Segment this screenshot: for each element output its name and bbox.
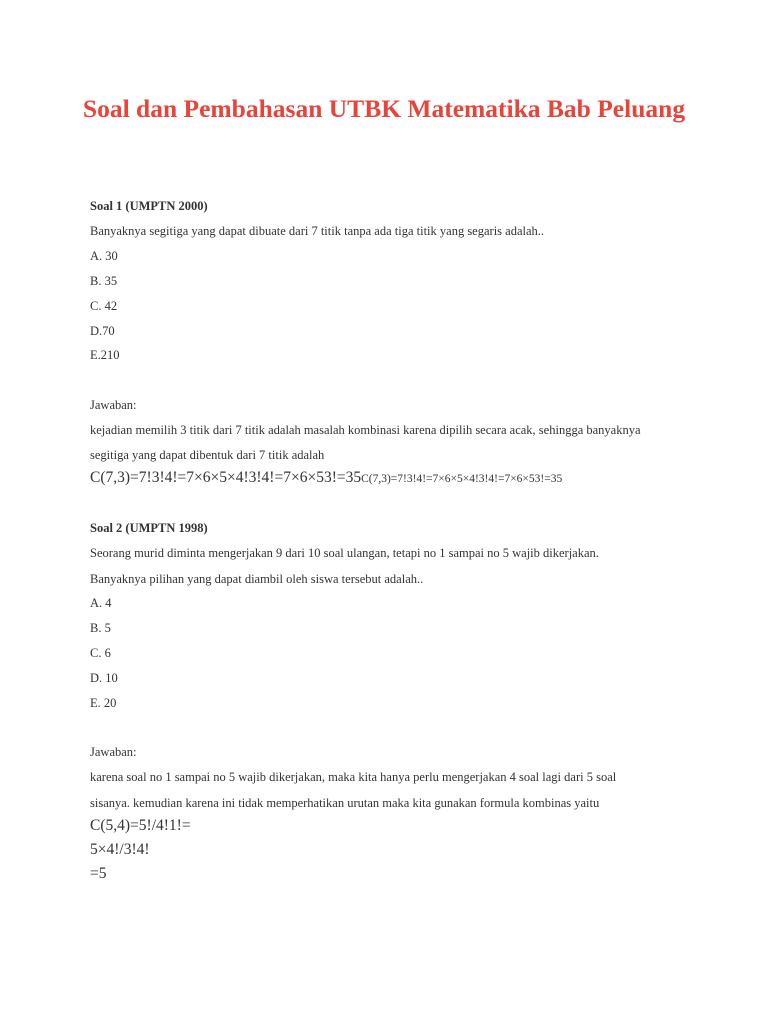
soal-1-option-c: C. 42 bbox=[90, 299, 118, 313]
soal-1-heading: Soal 1 (UMPTN 2000) bbox=[90, 199, 208, 213]
soal-1-formula-large: C(7,3)=7!3!4!=7×6×5×4!3!4!=7×6×53!=35 bbox=[90, 469, 362, 486]
soal-2-formula-line-3: =5 bbox=[90, 865, 107, 882]
soal-1-option-a: A. 30 bbox=[90, 249, 118, 263]
soal-2-question-line-1: Seorang murid diminta mengerjakan 9 dari 10 soal ulangan, tetapi no 1 sampai no 5 wajib dikerjakan. bbox=[90, 546, 599, 560]
soal-2-formula-line-1: C(5,4)=5!/4!1!= bbox=[90, 817, 191, 834]
soal-2-option-d: D. 10 bbox=[90, 671, 118, 685]
soal-1-option-e: E.210 bbox=[90, 348, 120, 362]
soal-1-question: Banyaknya segitiga yang dapat dibuate dari 7 titik tanpa ada tiga titik yang segaris adalah.. bbox=[90, 224, 545, 238]
soal-1-explanation-line-1: kejadian memilih 3 titik dari 7 titik adalah masalah kombinasi karena dipilih secara acak, sehingga banyaknya bbox=[90, 423, 641, 437]
soal-2-option-c: C. 6 bbox=[90, 646, 111, 660]
soal-1-option-d: D.70 bbox=[90, 324, 115, 338]
soal-2-explanation-line-2: sisanya. kemudian karena ini tidak memperhatikan urutan maka kita gunakan formula kombinas yaitu bbox=[90, 796, 600, 810]
soal-2-option-e: E. 20 bbox=[90, 696, 117, 710]
soal-2-answer-label: Jawaban: bbox=[90, 745, 137, 759]
soal-2-question-line-2: Banyaknya pilihan yang dapat diambil oleh siswa tersebut adalah.. bbox=[90, 572, 424, 586]
soal-2-explanation-line-1: karena soal no 1 sampai no 5 wajib dikerjakan, maka kita hanya perlu mengerjakan 4 soal lagi dari 5 soal bbox=[90, 770, 617, 784]
soal-2-option-a: A. 4 bbox=[90, 596, 112, 610]
soal-1-option-b: B. 35 bbox=[90, 274, 118, 288]
soal-1-answer-label: Jawaban: bbox=[90, 398, 137, 412]
soal-2-formula-line-2: 5×4!/3!4! bbox=[90, 841, 150, 858]
soal-2-heading: Soal 2 (UMPTN 1998) bbox=[90, 521, 208, 535]
soal-1-explanation-line-2: segitiga yang dapat dibentuk dari 7 titik adalah bbox=[90, 448, 325, 462]
page-title: Soal dan Pembahasan UTBK Matematika Bab Peluang bbox=[82, 94, 686, 123]
soal-1-formula bbox=[90, 470, 562, 487]
soal-2-option-b: B. 5 bbox=[90, 621, 111, 635]
soal-1-formula-small: C(7,3)=7!3!4!=7×6×5×4!3!4!=7×6×53!=35 bbox=[361, 473, 563, 485]
